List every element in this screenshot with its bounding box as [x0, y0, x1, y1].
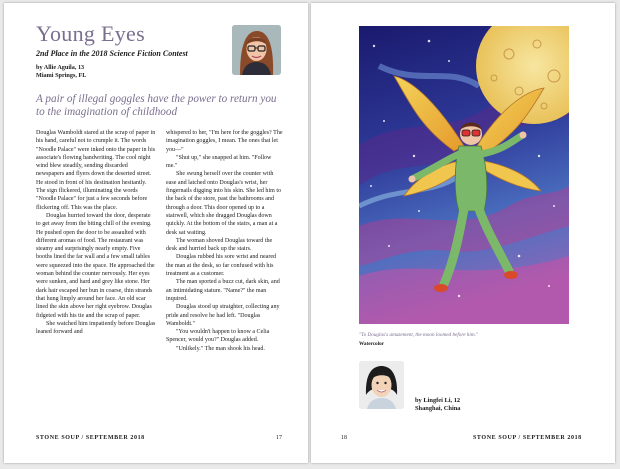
page-footer: STONE SOUP / SEPTEMBER 2018	[36, 435, 145, 441]
paragraph: She swung herself over the counter with ease and latched onto Douglas's wrist, her fingernails digging into his skin. She led him to the back of the store, past the bathrooms and through a door. This door opened up to a stairwell, which she dragged Douglas down quickly. At the bottom of the stairs, a man at a desk sat waiting.	[166, 171, 282, 236]
paragraph: "Unlikely." The man shook his head.	[176, 345, 265, 352]
story-tagline: A pair of illegal goggles have the power to return you to the imagination of childhood	[36, 93, 277, 118]
byline-name: by Allie Aguila, 13	[36, 64, 85, 71]
paragraph: She watched him impatiently before Douglas leaned forward and	[36, 320, 156, 336]
page-number: 17	[276, 435, 282, 441]
paragraph: The man sported a buzz cut, dark skin, and an intimidating stature. "Name?" the man inquired.	[166, 279, 280, 302]
text-column-1	[36, 129, 156, 336]
paragraph: "You wouldn't happen to know a Celia Spencer, would you?" Douglas added.	[166, 329, 270, 344]
byline	[36, 64, 86, 80]
artist-place: Shanghai, China	[415, 405, 461, 412]
byline-place: Miami Springs, FL	[36, 72, 87, 79]
paragraph: "Shut up," she snapped at him. "Follow me."	[166, 154, 272, 170]
paragraph: Douglas Wamboldt stared at the scrap of paper in his hand, careful not to crumple it. The words "Noodle Palace" were inked onto the paper in his associate's flowing handwriting. The cool night wind blew steadily, sending discarded newspapers and flyers down the deserted street. He stood in front of his destination hesitantly. The sign flickered, illuminating the words "Noodle Palace" for just a few seconds before flickering off. This was the place.	[36, 130, 156, 211]
paragraph: The woman shoved Douglas toward the desk and hurried back up the stairs.	[166, 237, 273, 253]
artist-photo	[359, 361, 404, 409]
paragraph: Douglas rubbed his sore wrist and neared the man at the desk, so far confused with his treatment as a customer.	[166, 254, 277, 278]
paragraph: Douglas hurried toward the door, desperate to get away from the biting chill of the evening. He pushed open the door to be assaulted with different aromas of food. The restaurant was steamy and surprisingly nearly empty. Five booths lined the far wall and a few small tables were squeezed into the space. He approached the woman behind the counter nervously. Her eyes were sunken, and hard and grey like stone. Her dark hair escaped her bun in coarse, thin strands that hung limply around her face. An old scar lined the skin above her right eyebrow. Douglas fidgeted with his tie and the scrap of paper.	[36, 212, 155, 319]
story-title: Young Eyes	[36, 21, 145, 46]
illustration-medium: Watercolor	[359, 341, 384, 347]
artist-name: by Lingfei Li, 12	[415, 397, 461, 404]
paragraph: Douglas stood up straighter, collecting any pride and resolve he had left. "Douglas Wamboldt."	[166, 304, 280, 327]
page-number: 18	[341, 435, 347, 441]
artist-credit	[415, 397, 460, 413]
left-page	[4, 3, 308, 463]
illustration-caption: "To Douglas's amazement, the moon loomed before him."	[359, 332, 479, 338]
page-footer: STONE SOUP / SEPTEMBER 2018	[473, 435, 582, 441]
watercolor-illustration	[359, 26, 569, 324]
right-page	[311, 3, 615, 463]
author-photo	[232, 25, 281, 75]
paragraph: whispered to her, "I'm here for the goggles? The imagination goggles, I mean. The ones that let you—"	[166, 130, 283, 153]
text-column-2	[166, 129, 284, 353]
story-subtitle: 2nd Place in the 2018 Science Fiction Contest	[36, 49, 188, 58]
